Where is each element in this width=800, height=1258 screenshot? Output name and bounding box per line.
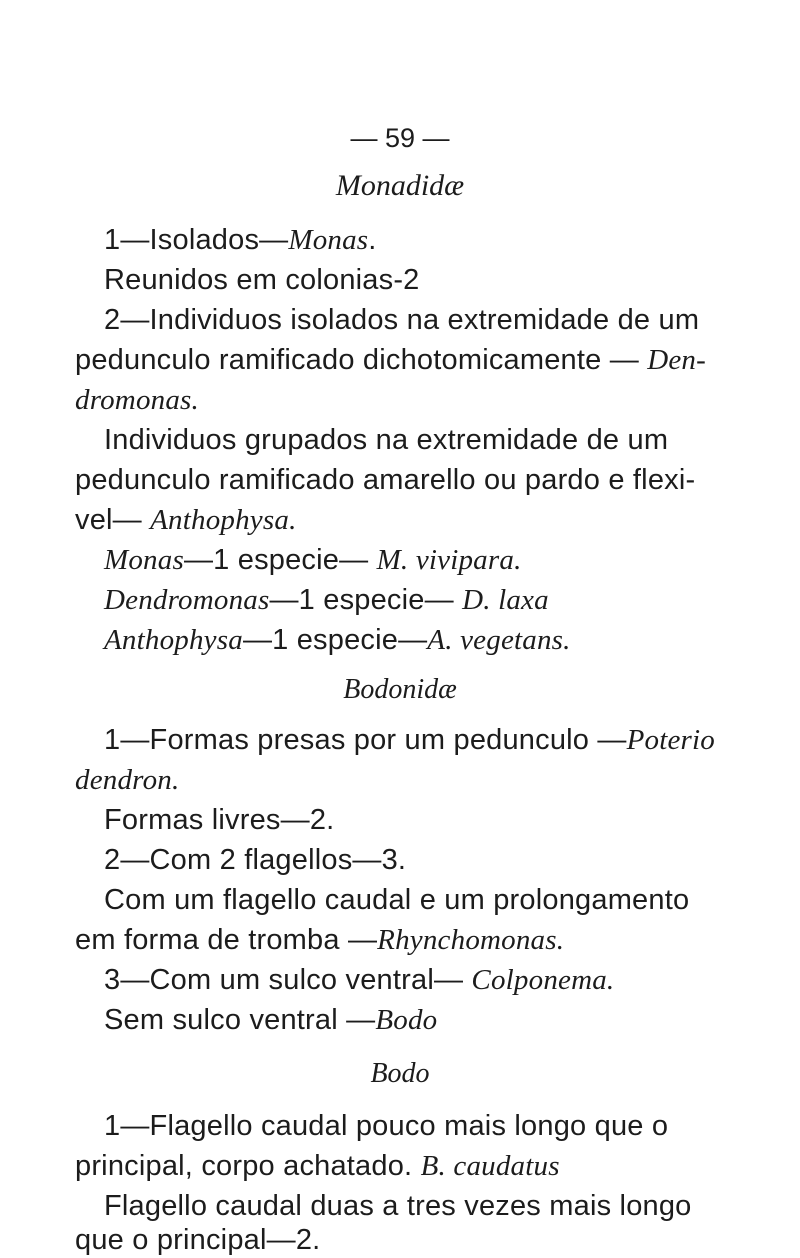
text-line: que o principal—2. xyxy=(75,1224,321,1256)
text-line: 2—Individuos isolados na extremidade de um xyxy=(104,304,700,336)
text-line: dromonas. xyxy=(75,384,199,416)
text-line: Dendromonas—1 especie— D. laxa xyxy=(104,584,549,616)
text-line: 2—Com 2 flagellos—3. xyxy=(104,844,407,876)
text-line: 3—Com um sulco ventral— Colponema. xyxy=(104,964,615,996)
section-heading-monadidae: Monadidæ xyxy=(335,169,465,202)
page-number: — 59 — xyxy=(350,123,450,153)
text-line: vel— Anthophysa. xyxy=(75,504,297,536)
text-line: Formas livres—2. xyxy=(104,804,335,836)
text-line: principal, corpo achatado. B. caudatus xyxy=(75,1150,560,1182)
text-line: em forma de tromba —Rhynchomonas. xyxy=(75,924,565,956)
text-line: Sem sulco ventral —Bodo xyxy=(104,1004,438,1036)
text-line: pedunculo ramificado amarello ou pardo e flexi- xyxy=(75,464,696,496)
text-line: Anthophysa—1 especie—A. vegetans. xyxy=(104,624,571,656)
text-line: dendron. xyxy=(75,764,180,796)
section-heading-bodonidae: Bodonidæ xyxy=(343,674,457,705)
text-line: 1—Isolados—Monas. xyxy=(104,224,377,256)
text-line: 1—Flagello caudal pouco mais longo que o xyxy=(104,1110,669,1142)
text-line: Monas—1 especie— M. vivipara. xyxy=(104,544,522,576)
text-line: Flagello caudal duas a tres vezes mais longo xyxy=(104,1190,692,1222)
section-heading-bodo: Bodo xyxy=(370,1058,430,1089)
text-line: pedunculo ramificado dichotomicamente — Den- xyxy=(75,344,706,376)
text-line: Com um flagello caudal e um prolongamento xyxy=(104,884,690,916)
text-line: Individuos grupados na extremidade de um xyxy=(104,424,669,456)
text-line: Reunidos em colonias-2 xyxy=(104,264,420,296)
text-line: 1—Formas presas por um pedunculo —Poterio xyxy=(104,724,715,756)
